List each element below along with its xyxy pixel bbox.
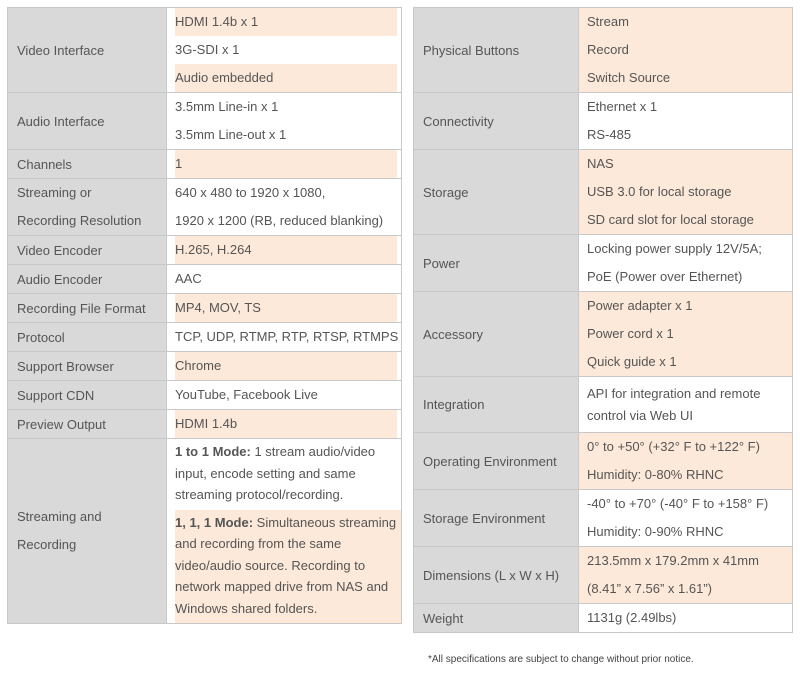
- mode-description: 1 stream audio/video input, encode setting and same streaming protocol/recording.: [175, 444, 376, 502]
- table-row: [8, 439, 402, 624]
- spec-value: [579, 292, 793, 377]
- spec-label-line: Streaming and: [17, 509, 102, 524]
- spec-value-line: HDMI 1.4b: [175, 410, 397, 438]
- spec-value-line: Switch Source: [587, 64, 788, 92]
- spec-value-line: 640 x 480 to 1920 x 1080,: [175, 179, 397, 207]
- spec-table-left: [7, 7, 402, 624]
- spec-value: [579, 490, 793, 547]
- table-row: [414, 377, 793, 433]
- spec-value: [167, 294, 402, 323]
- table-row: [8, 8, 402, 93]
- table-row: [8, 150, 402, 179]
- spec-value-line: RS-485: [587, 121, 788, 149]
- spec-label: Support CDN: [8, 381, 167, 410]
- spec-value-line: HDMI 1.4b x 1: [175, 8, 397, 36]
- table-row: [8, 236, 402, 265]
- table-row: [414, 292, 793, 377]
- spec-value: [167, 381, 402, 410]
- spec-value-line: 3.5mm Line-out x 1: [175, 121, 397, 149]
- spec-value: [167, 323, 402, 352]
- mode-title: 1 to 1 Mode:: [175, 444, 251, 459]
- spec-label: Support Browser: [8, 352, 167, 381]
- spec-value: [167, 150, 402, 179]
- spec-value-line: Chrome: [175, 352, 397, 380]
- spec-value-line: 1920 x 1200 (RB, reduced blanking): [175, 207, 397, 235]
- spec-value-line: AAC: [175, 265, 397, 293]
- spec-label: Operating Environment: [414, 433, 579, 490]
- spec-value: [579, 433, 793, 490]
- spec-value: [579, 150, 793, 235]
- table-row: [414, 547, 793, 604]
- spec-value-line: PoE (Power over Ethernet): [587, 263, 788, 291]
- spec-value-line: Audio embedded: [175, 64, 397, 92]
- spec-label: Storage: [414, 150, 579, 235]
- spec-value-line: Humidity: 0-90% RHNC: [587, 518, 788, 546]
- spec-value: [579, 93, 793, 150]
- table-row: [414, 604, 793, 633]
- spec-label: Connectivity: [414, 93, 579, 150]
- mode-paragraph: [175, 510, 401, 624]
- spec-value: [167, 352, 402, 381]
- spec-value-line: 213.5mm x 179.2mm x 41mm: [587, 547, 788, 575]
- spec-label: Physical Buttons: [414, 8, 579, 93]
- spec-value: [167, 93, 402, 150]
- spec-table-right: [413, 7, 793, 633]
- spec-label: Recording File Format: [8, 294, 167, 323]
- footnote: *All specifications are subject to change without prior notice.: [428, 654, 694, 665]
- spec-value-line: Locking power supply 12V/5A;: [587, 235, 788, 263]
- spec-value: [167, 439, 402, 624]
- spec-value-line: -40° to +70° (-40° F to +158° F): [587, 490, 788, 518]
- spec-value-line: 1131g (2.49lbs): [587, 604, 788, 632]
- table-row: [8, 294, 402, 323]
- spec-label-line: Recording Resolution: [17, 213, 142, 228]
- spec-value-line: Ethernet x 1: [587, 93, 788, 121]
- spec-label: Accessory: [414, 292, 579, 377]
- spec-label: [8, 179, 167, 236]
- table-row: [8, 265, 402, 294]
- spec-value-line: SD card slot for local storage: [587, 206, 788, 234]
- spec-value: [167, 8, 402, 93]
- spec-value-line: 1: [175, 150, 397, 178]
- spec-label: Dimensions (L x W x H): [414, 547, 579, 604]
- mode-description: Simultaneous streaming and recording from the same video/audio source. Recording to network mapped drive from NAS and Windows shared folders.: [175, 514, 397, 616]
- spec-label: [8, 439, 167, 624]
- spec-label: Storage Environment: [414, 490, 579, 547]
- table-row: [414, 490, 793, 547]
- table-row: [414, 8, 793, 93]
- spec-label: Integration: [414, 377, 579, 433]
- spec-value: [579, 547, 793, 604]
- table-row: [414, 433, 793, 490]
- spec-value-line: 0° to +50° (+32° F to +122° F): [587, 433, 788, 461]
- table-row: [414, 150, 793, 235]
- spec-value-line: Power cord x 1: [587, 320, 788, 348]
- spec-value-line: 3G-SDI x 1: [175, 36, 397, 64]
- spec-value-line: Quick guide x 1: [587, 348, 788, 376]
- spec-label: Audio Encoder: [8, 265, 167, 294]
- spec-label: Channels: [8, 150, 167, 179]
- spec-value-line: 3.5mm Line-in x 1: [175, 93, 397, 121]
- spec-value-line: Power adapter x 1: [587, 292, 788, 320]
- spec-value: [579, 377, 793, 433]
- table-row: [8, 410, 402, 439]
- spec-value-line: NAS: [587, 150, 788, 178]
- spec-value-line: Stream: [587, 8, 788, 36]
- spec-value-line: USB 3.0 for local storage: [587, 178, 788, 206]
- mode-paragraph: [175, 439, 401, 510]
- spec-label: Preview Output: [8, 410, 167, 439]
- spec-value: [167, 236, 402, 265]
- spec-label: Power: [414, 235, 579, 292]
- spec-value: [167, 410, 402, 439]
- table-row: [414, 93, 793, 150]
- table-row: [8, 179, 402, 236]
- spec-label: Protocol: [8, 323, 167, 352]
- spec-value-line: Humidity: 0-80% RHNC: [587, 461, 788, 489]
- table-row: [8, 381, 402, 410]
- spec-value: [579, 235, 793, 292]
- spec-label-line: Streaming or: [17, 185, 92, 200]
- table-row: [8, 323, 402, 352]
- spec-value: [167, 179, 402, 236]
- spec-value-line: YouTube, Facebook Live: [175, 381, 397, 409]
- spec-value: [579, 8, 793, 93]
- spec-label: Weight: [414, 604, 579, 633]
- spec-value-line: (8.41” x 7.56” x 1.61”): [587, 575, 788, 603]
- table-row: [8, 93, 402, 150]
- spec-value-line: TCP, UDP, RTMP, RTP, RTSP, RTMPS: [175, 323, 397, 351]
- spec-value: [167, 265, 402, 294]
- mode-title: 1, 1, 1 Mode:: [175, 514, 254, 530]
- spec-label: Video Encoder: [8, 236, 167, 265]
- spec-value: [579, 604, 793, 633]
- spec-value-line: H.265, H.264: [175, 236, 397, 264]
- spec-value-line: Record: [587, 36, 788, 64]
- table-row: [8, 352, 402, 381]
- spec-label: Audio Interface: [8, 93, 167, 150]
- spec-label-line: Recording: [17, 537, 77, 552]
- table-row: [414, 235, 793, 292]
- spec-label: Video Interface: [8, 8, 167, 93]
- spec-value-line: API for integration and remote control via Web UI: [587, 377, 788, 432]
- spec-value-line: MP4, MOV, TS: [175, 294, 397, 322]
